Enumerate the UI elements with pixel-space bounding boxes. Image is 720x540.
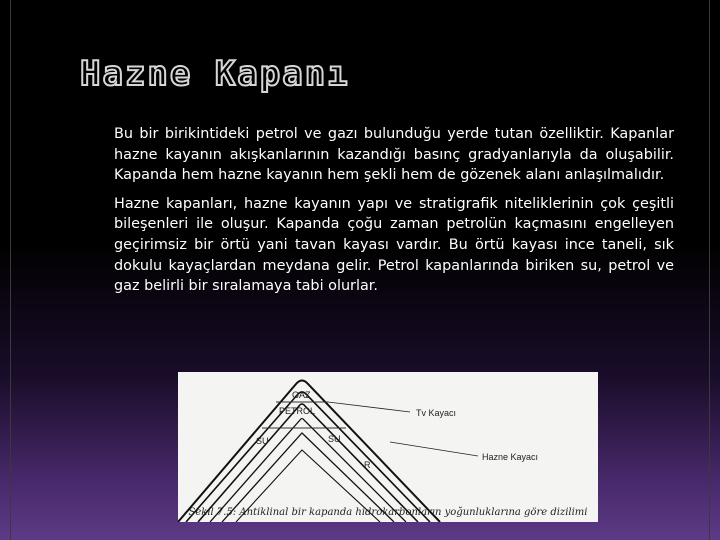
- reservoir-leader: [390, 442, 478, 456]
- paragraph-1: Bu bir birikintideki petrol ve gazı bulunduğu yerde tutan özelliktir. Kapanlar hazne kayanın akışkanlarının kazandığı basınç gradyanlarıyla da oluşabilir. Kapanda hem hazne kayanın hem şekli hem de gözenek alanı anlaşılmalıdır.: [114, 126, 674, 184]
- oil-label: PETROL: [279, 406, 316, 416]
- water-right-label: SU: [328, 434, 341, 444]
- water-left-label: SU: [256, 436, 269, 446]
- reservoir-top-line: [198, 404, 418, 522]
- anticline-diagram: [178, 372, 598, 522]
- gas-label: GAZ: [292, 390, 311, 400]
- cap-rock-label: Tv Kayacı: [416, 408, 457, 418]
- figure-caption: Şekil 7.5: Antiklinal bir kapanda hidrokarbonların yoğunluklarına göre dizilimi: [188, 507, 588, 518]
- slide-title: Hazne Kapanı: [80, 54, 350, 94]
- paragraph-2: Hazne kapanları, hazne kayanın yapı ve stratigrafik niteliklerinin çok çeşitli bileşenleri ile oluşur. Kapanda çoğu zaman petrolün kaçmasını engelleyen geçirimsiz bir örtü yani tavan kayası vardır. Bu örtü kayası ince taneli, sık dokulu kayaçlardan meydana gelir. Petrol kapanlarında biriken su, petrol ve gaz belirli bir sıralamaya tabi olurlar.: [114, 195, 674, 295]
- reservoir-rock-label: Hazne Kayacı: [482, 452, 539, 462]
- slide-content: [114, 124, 674, 305]
- cap-rock-leader: [328, 402, 410, 412]
- r-mark-label: R: [364, 460, 371, 470]
- anticline-trap-figure: [178, 372, 598, 522]
